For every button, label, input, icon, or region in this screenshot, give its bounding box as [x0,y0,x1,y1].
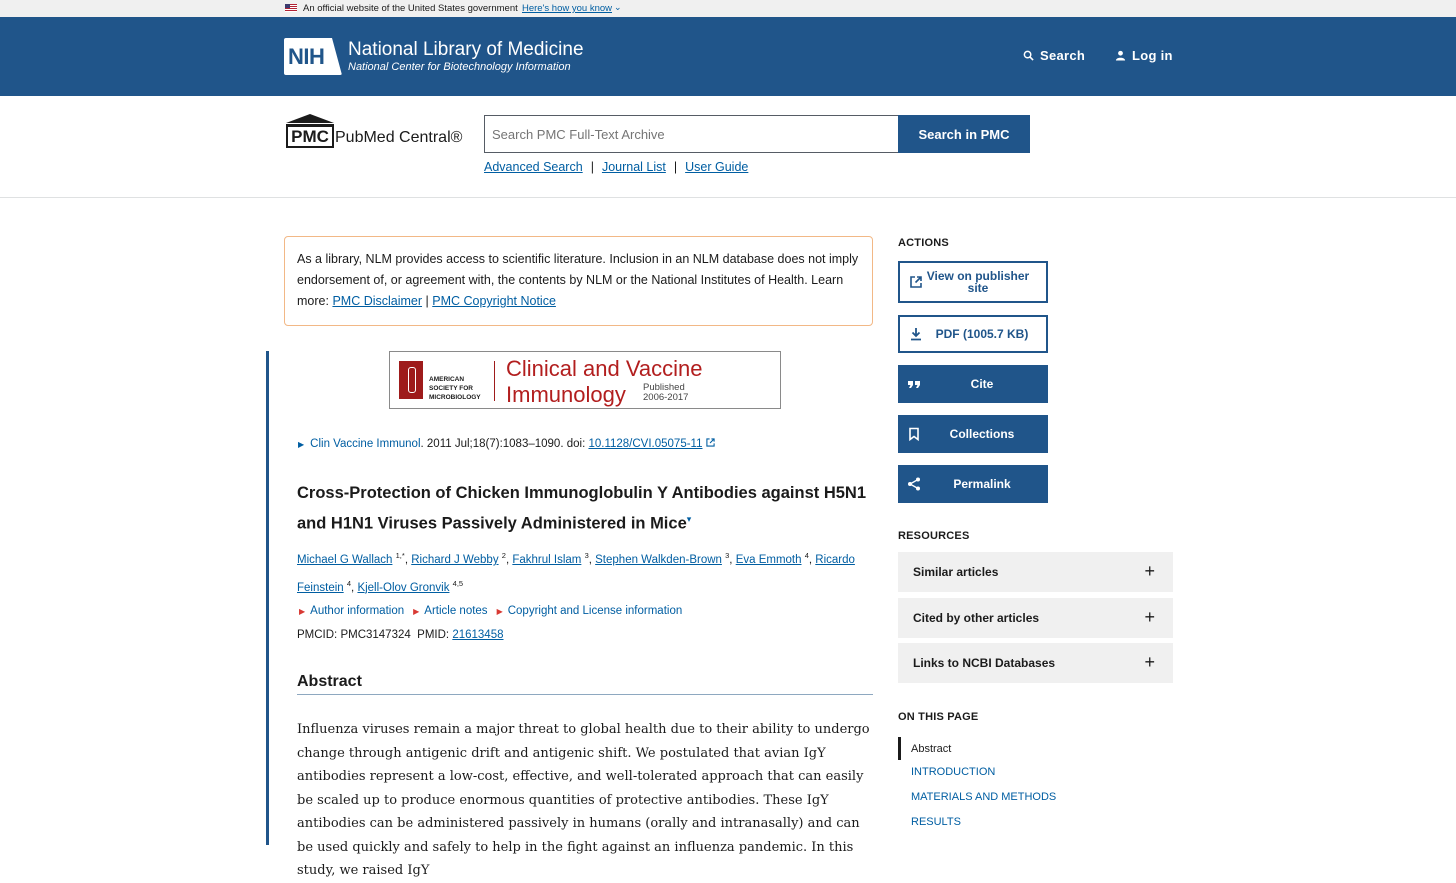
pmcid: PMCID: PMC3147324 [297,629,411,641]
collections-button[interactable]: Collections [898,415,1048,453]
toc-item-introduction[interactable]: INTRODUCTION [911,766,996,778]
article-meta-links [299,605,682,617]
toc-item-abstract[interactable]: Abstract [898,737,1098,760]
nlm-header [0,17,1456,96]
pdf-download-button[interactable]: PDF (1005.7 KB) [898,315,1048,353]
journal-name-line1: Clinical and Vaccine [506,356,703,381]
plus-icon: + [1144,607,1155,627]
plus-icon: + [1144,652,1155,672]
header-search-button[interactable]: Search [1023,48,1085,63]
expand-triangle-icon[interactable]: ▶ [298,440,305,449]
author-link[interactable]: Fakhrul Islam [512,553,582,566]
view-on-publisher-button[interactable]: View on publisher site [898,261,1048,303]
article-title: Cross-Protection of Chicken Immunoglobulin Y Antibodies against H5N1 and H1N1 Viruses Passively Administered in Mice▾ [297,484,867,533]
article-accent-rule [266,351,269,845]
article-ids: PMCID: PMC3147324 PMID: 21613458 [297,629,504,641]
copyright-license-toggle[interactable]: ▶ Copyright and License information [496,605,683,617]
title-footnote-link[interactable]: ▾ [686,514,692,524]
journal-abbrev-link[interactable]: Clin Vaccine Immunol [310,438,421,450]
external-link-icon [909,275,923,289]
gov-banner [0,0,1456,17]
plus-icon: + [1144,561,1155,581]
similar-articles-accordion[interactable]: Similar articles + [898,552,1173,592]
on-this-page-heading: ON THIS PAGE [898,711,979,723]
author-link[interactable]: Ricardo Feinstein [297,553,855,594]
author-link[interactable]: Eva Emmoth [735,553,802,566]
journal-banner[interactable] [389,351,781,409]
permalink-button[interactable]: Permalink [898,465,1048,503]
us-flag-icon [285,4,297,12]
author-link[interactable]: Kjell-Olov Gronvik [357,581,450,594]
toc-item-methods[interactable]: MATERIALS AND METHODS [911,791,1057,803]
author-link[interactable]: Richard J Webby [411,553,499,566]
author-link[interactable]: Stephen Walkden-Brown [595,553,722,566]
heres-how-you-know-link[interactable]: Here's how you know [522,3,612,14]
advanced-search-link[interactable]: Advanced Search [484,160,583,174]
login-button[interactable]: Log in [1115,48,1173,63]
author-information-toggle[interactable]: ▶ Author information [299,605,405,617]
asm-name: AMERICAN SOCIETY FOR MICROBIOLOGY [429,376,481,401]
citation-line: ▶ Clin Vaccine Immunol. 2011 Jul;18(7):1083–1090. doi: 10.1128/CVI.05075-11 [298,438,715,450]
abstract-heading: Abstract [297,673,873,695]
abstract-text: Influenza viruses remain a major threat to global health due to their ability to undergo change through antigenic drift and antigenic shift. We postulated that avian IgY antibodies represent a low-cost, effective, and well-tolerated approach that can easily be scaled up to produce enormous quantities of protective antibodies. These IgY antibodies can be administered passively in humans (orally and intranasally) and can be used quickly and safely to help in the fight against an influenza pandemic. In this study, we raised IgY [297,722,870,878]
resources-heading: RESOURCES [898,530,970,542]
journal-name-line2: Immunology [506,382,626,407]
pmc-disclaimer-link[interactable]: PMC Disclaimer [332,294,423,308]
pmc-copyright-link[interactable]: PMC Copyright Notice [432,294,556,308]
on-this-page-nav [898,737,1098,835]
bookmark-icon [907,427,921,441]
pmid-link[interactable]: 21613458 [452,629,504,641]
nlm-title[interactable]: National Library of Medicine [348,39,584,60]
gov-banner-text: An official website of the United States government [303,3,518,14]
cite-button[interactable]: Cite [898,365,1048,403]
pmc-logo[interactable]: PMC PubMed Central® [284,114,474,154]
search-icon [1023,50,1034,61]
author-link[interactable]: Michael G Wallach [297,553,393,566]
external-link-icon [706,438,715,447]
quote-icon [907,377,921,391]
pmc-search-bar [0,96,1456,198]
author-list: Michael G Wallach $^{1,*}$, Richard J Webby $^2$, Fakhrul Islam $^3$, Stephen Walkden-Brown $^3$, Eva Emmoth $^4$, Ricardo Feinstein $^4$, Kjell-Olov Gronvik $^{4,5}$ [297,551,855,594]
pmc-search-input[interactable] [484,115,899,153]
actions-heading: ACTIONS [898,237,949,249]
journal-published-years: Published 2006-2017 [643,382,689,403]
journal-list-link[interactable]: Journal List [601,160,666,174]
asm-emblem-icon [399,361,423,399]
user-guide-link[interactable]: User Guide [685,160,749,174]
nlm-disclaimer: As a library, NLM provides access to scientific literature. Inclusion in an NLM database does not imply endorsement of, or agreement with, the contents by NLM or the National Institutes of Health. Learn more: PMC Disclaimer | PMC Copyright Notice [284,236,873,326]
download-icon [909,327,923,341]
chevron-down-icon[interactable]: ⌄ [614,2,622,12]
cited-by-accordion[interactable]: Cited by other articles + [898,598,1173,638]
user-icon [1115,50,1126,61]
search-in-pmc-button[interactable]: Search in PMC [898,115,1030,153]
share-icon [907,477,921,491]
doi-link[interactable]: 10.1128/CVI.05075-11 [588,438,703,450]
nih-logo[interactable]: NIH [284,38,342,75]
ncbi-subtitle: National Center for Biotechnology Information [348,61,571,73]
pmc-subnav: Advanced Search | Journal List | User Guide [484,160,749,174]
article-notes-toggle[interactable]: ▶ Article notes [413,605,488,617]
toc-item-results[interactable]: RESULTS [911,816,961,828]
ncbi-links-accordion[interactable]: Links to NCBI Databases + [898,643,1173,683]
